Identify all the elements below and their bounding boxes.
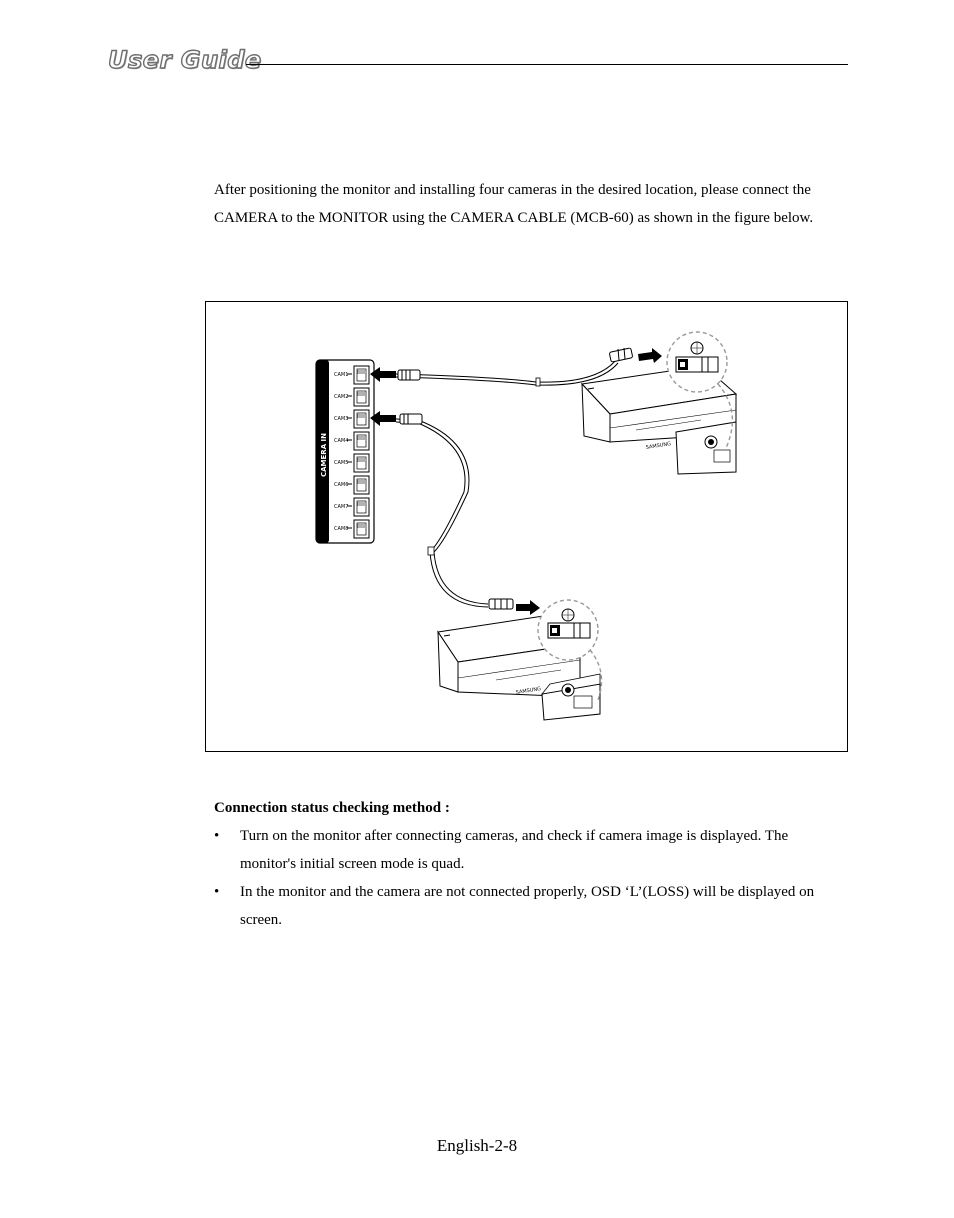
cable-cam3 [396, 414, 513, 609]
header-rule [246, 64, 848, 65]
connection-status-section [214, 794, 844, 934]
page-number: English-2-8 [436, 1136, 518, 1155]
camera-brand: SAMSUNG [515, 686, 542, 696]
bullet-icon: • [214, 884, 220, 900]
page-header [108, 46, 848, 86]
port-label: CAM1 [334, 372, 349, 378]
connection-figure [205, 301, 848, 752]
bullet-icon: • [214, 828, 220, 844]
panel-label: CAMERA IN [320, 432, 328, 477]
bullet-list [214, 822, 844, 934]
list-item-text: Turn on the monitor after connecting cameras, and check if camera image is displayed. The monitor's initial screen mode is quad. [240, 828, 789, 872]
list-item [214, 878, 844, 934]
arrow-icon [638, 348, 662, 363]
port-label: CAM7 [334, 504, 349, 510]
list-item [214, 822, 844, 878]
arrow-icon [516, 600, 540, 615]
section-title: Connection status checking method : [214, 800, 450, 816]
header-title: User Guide [108, 46, 262, 74]
port-label: CAM6 [334, 482, 349, 488]
port-label: CAM2 [334, 394, 349, 400]
list-item-text: In the monitor and the camera are not connected properly, OSD ‘L’(LOSS) will be displayed on screen. [240, 884, 815, 928]
cable-cam1 [396, 348, 633, 386]
camera-brand: SAMSUNG [645, 441, 672, 451]
port-label: CAM5 [334, 460, 349, 466]
port-label: CAM3 [334, 416, 349, 422]
intro-paragraph: After positioning the monitor and installing four cameras in the desired location, please connect the CAMERA to the MONITOR using the CAMERA CABLE (MCB-60) as shown in the figure below. [214, 182, 814, 226]
port-label: CAM8 [334, 526, 349, 532]
camera-in-panel [316, 360, 374, 543]
port-label: CAM4 [334, 438, 349, 444]
connection-diagram [206, 302, 847, 751]
